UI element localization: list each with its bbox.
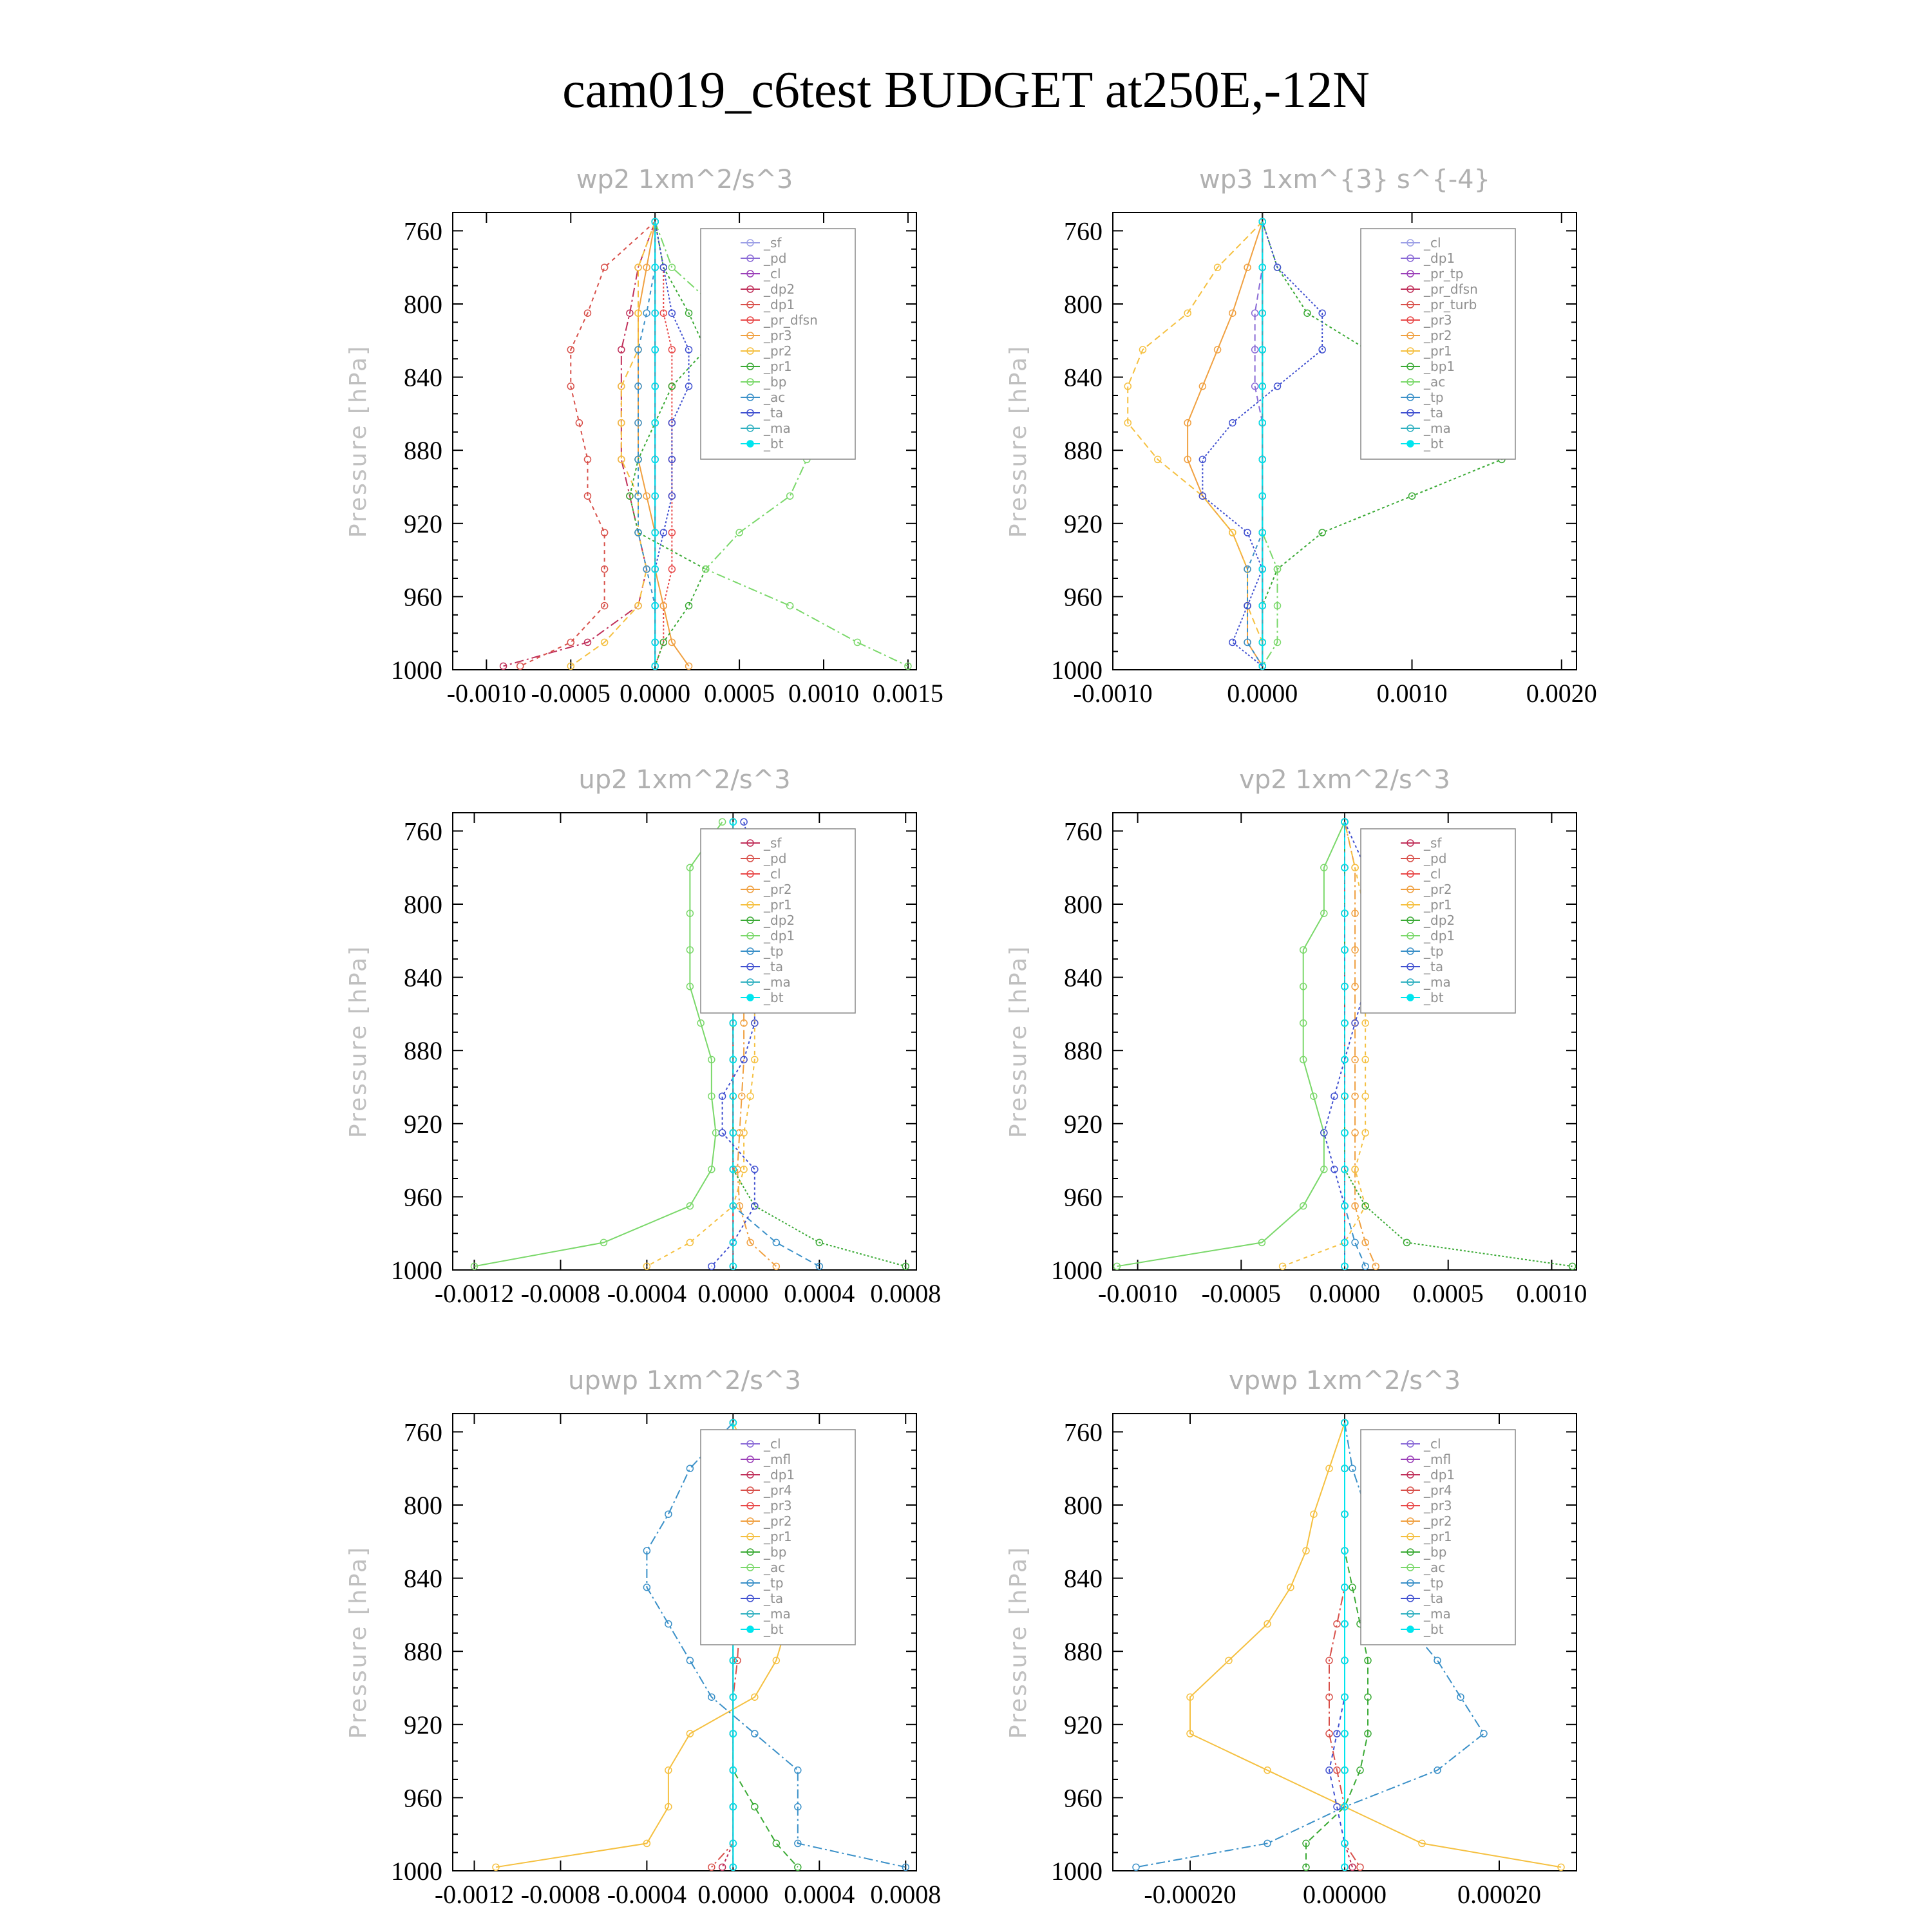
data-point [687,1465,693,1472]
y-tick-label: 920 [1064,509,1103,538]
data-point [517,663,524,669]
y-tick-label: 840 [1064,363,1103,392]
legend-marker [1407,994,1414,1001]
x-tick-label: 0.0000 [1227,679,1298,708]
panel-title: wp3 1xm^{3} s^{-4} [1198,165,1491,194]
legend-label: _pr1 [1424,897,1452,913]
legend-label: _ta [764,1591,784,1606]
series-line [1128,222,1262,666]
y-tick-label: 960 [1064,1783,1103,1813]
series-line [638,222,655,666]
chart-panel [345,765,941,1308]
legend-label: _pr1 [764,1529,792,1544]
data-point [687,1239,693,1245]
data-point [687,1657,693,1663]
legend-label: _pr3 [764,1498,792,1513]
series-line [1255,222,1263,666]
legend-label: _dp1 [1424,928,1455,943]
y-tick-label: 880 [404,1036,442,1066]
series-line [630,222,706,666]
series-line [1345,1423,1352,1867]
legend-label: _dp1 [1424,251,1455,266]
y-tick-label: 920 [404,1109,442,1139]
chart-panel [1005,765,1587,1308]
data-point [1352,1239,1358,1245]
series-line [474,822,722,1266]
panel-title: up2 1xm^2/s^3 [578,765,791,795]
legend-label: _ma [764,421,791,436]
y-tick-label: 840 [404,963,442,992]
legend-marker [1407,440,1414,447]
legend-label: _dp1 [764,297,795,312]
x-tick-label: -0.0008 [520,1880,601,1909]
x-tick-label: -0.0004 [607,1880,687,1909]
legend-label: _bt [1424,436,1444,451]
panel-title: wp2 1xm^2/s^3 [576,165,793,194]
y-tick-label: 760 [404,216,442,246]
legend-label: _pr1 [1424,343,1452,359]
legend-label: _pr2 [764,1513,792,1529]
data-point [1434,1657,1441,1663]
x-tick-label: 0.0005 [1412,1279,1484,1308]
y-tick-label: 760 [404,817,442,846]
y-tick-label: 760 [1064,817,1103,846]
x-tick-label: 0.0008 [870,1279,942,1308]
y-tick-label: 760 [404,1417,442,1447]
panel-title: vpwp 1xm^2/s^3 [1228,1366,1461,1396]
y-tick-label: 920 [1064,1109,1103,1139]
legend-label: _ac [1424,374,1446,390]
y-tick-label: 800 [1064,1491,1103,1520]
legend-label: _bp1 [1424,359,1455,374]
data-point [1133,1864,1139,1870]
y-tick-label: 840 [404,1564,442,1593]
legend-label: _ac [764,1560,786,1575]
legend-label: _mfl [1424,1452,1452,1467]
data-point [752,1730,758,1737]
legend-label: _pr_dfsn [1424,281,1478,297]
legend-label: _bt [764,990,784,1005]
legend-label: _sf [1424,835,1442,851]
legend-label: _sf [764,235,782,251]
series-line [1247,222,1262,666]
x-tick-label: 0.0015 [872,679,943,708]
chart-panel [1005,165,1597,708]
legend-label: _pr_dfsn [764,312,818,328]
data-point [787,493,793,499]
y-axis-label: Pressure [hPa] [1005,344,1032,538]
legend-label: _dp2 [764,913,795,928]
x-tick-label: -0.0004 [607,1279,687,1308]
y-tick-label: 1000 [391,1256,442,1285]
x-tick-label: 0.00020 [1457,1880,1541,1909]
y-axis-label: Pressure [hPa] [345,944,372,1139]
legend-label: _ta [764,959,784,974]
legend-label: _pd [1424,851,1447,866]
y-axis-label: Pressure [hPa] [1005,944,1032,1139]
legend-label: _tp [1424,1575,1444,1591]
y-tick-label: 1000 [1051,1256,1103,1285]
legend-label: _pr2 [1424,882,1452,897]
data-point [752,1804,758,1810]
legend-label: _pr1 [1424,1529,1452,1544]
legend-label: _tp [764,943,784,959]
x-tick-label: 0.0000 [697,1880,769,1909]
legend-label: _ta [1424,1591,1444,1606]
y-tick-label: 880 [404,1637,442,1667]
legend-label: _pr_turb [1424,297,1477,312]
x-tick-label: 0.00000 [1303,1880,1387,1909]
legend-label: _ma [764,974,791,990]
legend-label: _pr3 [1424,1498,1452,1513]
legend-label: _dp1 [764,928,795,943]
x-tick-label: -0.0008 [520,1279,601,1308]
legend-label: _ma [1424,421,1451,436]
data-point [752,1166,758,1173]
panel-title: upwp 1xm^2/s^3 [568,1366,801,1396]
legend-label: _sf [764,835,782,851]
legend-label: _cl [764,1436,781,1452]
y-tick-label: 840 [1064,1564,1103,1593]
legend-label: _ac [1424,1560,1446,1575]
y-tick-label: 800 [404,290,442,319]
x-tick-label: 0.0010 [1376,679,1448,708]
data-point [1481,1730,1487,1737]
x-tick-label: 0.0000 [620,679,691,708]
x-tick-label: 0.0005 [704,679,775,708]
x-tick-label: -0.0010 [1097,1279,1178,1308]
legend-marker [747,994,753,1001]
data-point [719,1864,726,1870]
chart-panel [345,165,943,708]
data-point [686,603,692,609]
x-tick-label: 0.0000 [1309,1279,1380,1308]
x-tick-label: -0.0010 [446,679,527,708]
legend-label: _bt [1424,990,1444,1005]
legend-label: _pr1 [764,897,792,913]
legend-label: _mfl [764,1452,791,1467]
series-line [1188,222,1262,666]
x-tick-label: -0.0010 [1073,679,1153,708]
series-line [655,222,688,666]
legend-label: _ac [764,390,786,405]
y-tick-label: 960 [404,582,442,612]
legend-label: _pd [764,251,787,266]
legend-label: _pr2 [1424,328,1452,343]
y-tick-label: 920 [404,509,442,538]
x-tick-label: -0.0005 [1201,1279,1281,1308]
y-tick-label: 880 [1064,1036,1103,1066]
legend-label: _tp [1424,943,1444,959]
y-axis-label: Pressure [hPa] [345,344,372,538]
legend-marker [747,440,753,447]
x-tick-label: 0.0000 [697,1279,769,1308]
chart-panel [345,1366,941,1909]
data-point [1229,639,1236,645]
chart-panel [1005,1366,1577,1909]
legend-label: _ta [1424,959,1444,974]
y-tick-label: 880 [404,436,442,466]
legend-label: _ma [1424,1606,1451,1622]
y-tick-label: 800 [404,890,442,919]
y-tick-label: 920 [404,1710,442,1739]
panel-title: vp2 1xm^2/s^3 [1239,765,1450,795]
legend-marker [747,1626,753,1633]
legend-label: _pr_tp [1424,266,1464,281]
legend-label: _ta [1424,405,1444,421]
legend-label: _bp [764,1544,787,1560]
legend-label: _pr2 [764,343,792,359]
y-axis-label: Pressure [hPa] [1005,1545,1032,1739]
legend-label: _cl [1424,866,1441,882]
legend-label: _pr2 [764,882,792,897]
series-line [655,222,672,666]
legend-label: _bp [764,374,787,390]
y-axis-label: Pressure [hPa] [345,1545,372,1739]
series-line [1117,822,1345,1266]
x-tick-label: 0.0010 [788,679,859,708]
legend-label: _cl [1424,1436,1441,1452]
legend-marker [1407,1626,1414,1633]
y-tick-label: 960 [404,1783,442,1813]
x-tick-label: -0.0005 [531,679,611,708]
y-tick-label: 1000 [1051,656,1103,685]
data-point [1372,1263,1379,1269]
y-tick-label: 880 [1064,436,1103,466]
series-line [1306,1423,1368,1867]
y-tick-label: 800 [404,1491,442,1520]
y-tick-label: 1000 [391,1857,442,1886]
legend-label: _dp1 [764,1467,795,1482]
x-tick-label: -0.00020 [1144,1880,1236,1909]
x-tick-label: 0.0010 [1516,1279,1587,1308]
legend-label: _cl [764,866,781,882]
y-tick-label: 880 [1064,1637,1103,1667]
legend-label: _dp1 [1424,1467,1455,1482]
x-tick-label: -0.0012 [434,1279,515,1308]
y-tick-label: 920 [1064,1710,1103,1739]
legend-label: _tp [1424,390,1444,405]
legend-label: _cl [1424,235,1441,251]
y-tick-label: 1000 [391,656,442,685]
legend-label: _ma [764,1606,791,1622]
legend-label: _pr4 [764,1482,792,1498]
data-point [773,1239,779,1245]
x-tick-label: 0.0020 [1526,679,1597,708]
data-point [773,1840,779,1846]
legend-label: _dp2 [1424,913,1455,928]
legend-label: _bt [1424,1622,1444,1637]
legend-label: _ma [1424,974,1451,990]
y-tick-label: 960 [1064,582,1103,612]
page-title: cam019_c6test BUDGET at250E,-12N [562,62,1370,118]
y-tick-label: 800 [1064,890,1103,919]
y-tick-label: 800 [1064,290,1103,319]
x-tick-label: 0.0008 [870,1880,942,1909]
y-tick-label: 840 [404,363,442,392]
x-tick-label: 0.0004 [784,1279,855,1308]
y-tick-label: 760 [1064,1417,1103,1447]
data-point [787,603,793,609]
data-point [567,639,574,645]
data-point [665,1511,672,1517]
data-point [1349,1465,1356,1472]
data-point [1349,1864,1356,1870]
legend-label: _tp [764,1575,784,1591]
y-tick-label: 960 [404,1182,442,1212]
data-point [601,264,608,270]
x-tick-label: -0.0012 [434,1880,515,1909]
legend-label: _pr1 [764,359,792,374]
y-tick-label: 840 [1064,963,1103,992]
data-point [1304,310,1311,316]
legend-label: _bt [764,1622,784,1637]
legend-label: _ta [764,405,784,421]
x-tick-label: 0.0004 [784,1880,855,1909]
legend-label: _pr2 [1424,1513,1452,1529]
legend-label: _pr3 [1424,312,1452,328]
legend-label: _bp [1424,1544,1447,1560]
series-line [1262,222,1277,666]
legend-label: _pr4 [1424,1482,1452,1498]
legend-label: _bt [764,436,784,451]
legend-label: _pr3 [764,328,792,343]
y-tick-label: 1000 [1051,1857,1103,1886]
y-tick-label: 960 [1064,1182,1103,1212]
legend-label: _cl [764,266,781,281]
legend-label: _pd [764,851,787,866]
y-tick-label: 760 [1064,216,1103,246]
series-line [504,222,656,666]
legend-label: _dp2 [764,281,795,297]
